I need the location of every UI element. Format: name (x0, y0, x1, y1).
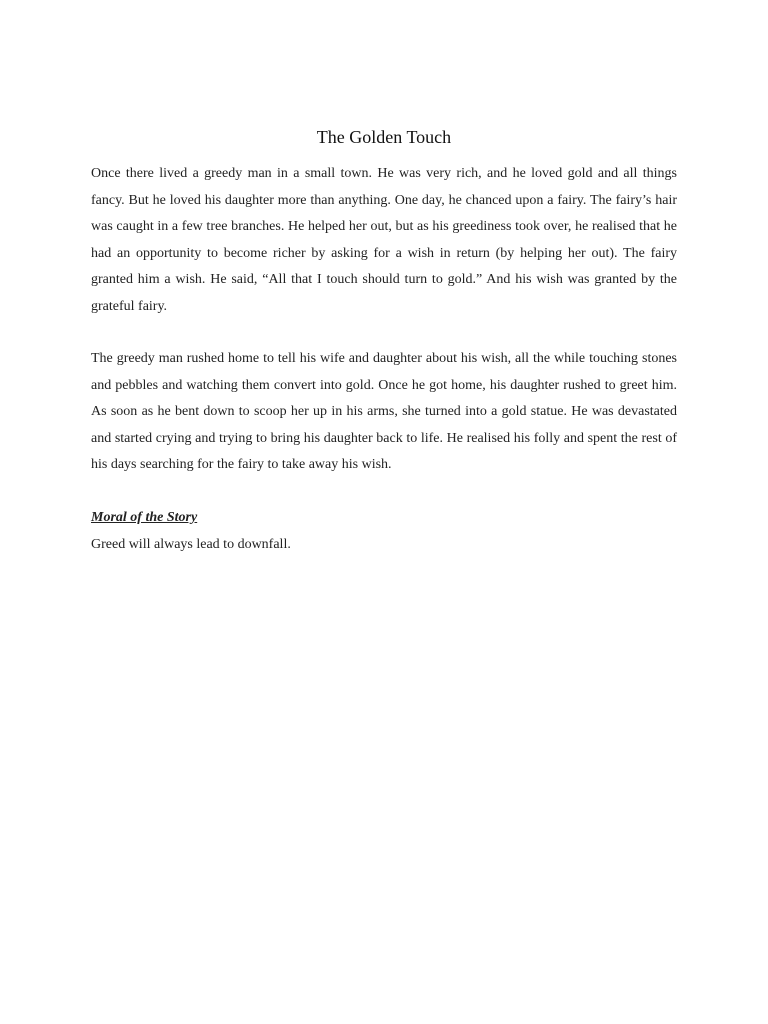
moral-text: Greed will always lead to downfall. (91, 537, 291, 552)
document-title: The Golden Touch (316, 127, 452, 147)
story-paragraph-2: The greedy man rushed home to tell his wife and daughter about his wish, all the while touching stones and pebbles and watching them convert into gold. Once he got home, his daughter rushed to greet him. As soon as he bent down to scoop her up in his arms, she turned into a gold statue. He was devastated and started crying and trying to bring his daughter back to life. He realised his folly and spent the rest of his days searching for the fairy to take away his wish. (91, 351, 677, 473)
moral-heading: Moral of the Story (91, 510, 198, 525)
story-paragraph-1: Once there lived a greedy man in a small town. He was very rich, and he loved gold and all things fancy. But he loved his daughter more than anything. One day, he chanced upon a fairy. The fairy’s hair was caught in a few tree branches. He helped her out, but as his greediness took over, he realised that he had an opportunity to become richer by asking for a wish in return (by helping her out). The fairy granted him a wish. He said, “All that I touch should turn to gold.” And his wish was granted by the grateful fairy. (91, 166, 677, 314)
